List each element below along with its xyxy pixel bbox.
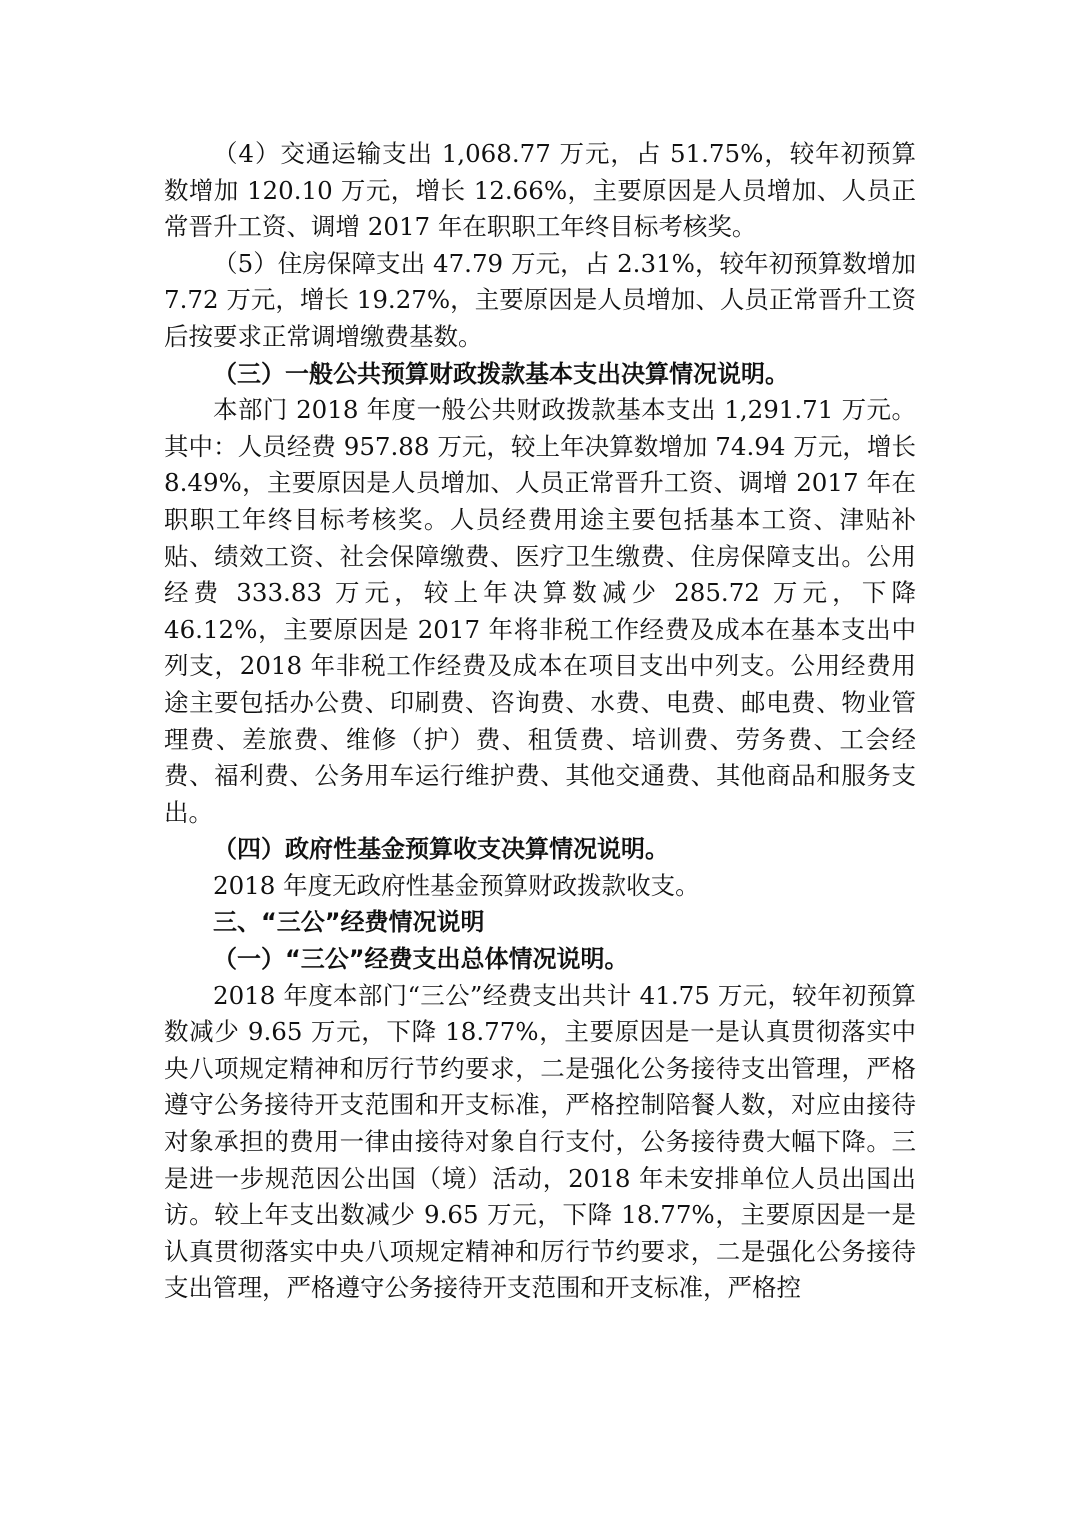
paragraph-transport-expenditure: （4）交通运输支出 1,068.77 万元，占 51.75%，较年初预算数增加 120.10 万元，增长 12.66%，主要原因是人员增加、人员正常晋升工资、调增 2017 年在职职工年终目标考核奖。 xyxy=(164,139,916,242)
heading-three-public-overall: （一）“三公”经费支出总体情况说明。 xyxy=(213,945,629,974)
heading-government-fund: （四）政府性基金预算收支决算情况说明。 xyxy=(213,835,669,864)
paragraph-housing-expenditure: （5）住房保障支出 47.79 万元，占 2.31%，较年初预算数增加 7.72 万元，增长 19.27%，主要原因是人员增加、人员正常晋升工资后按要求正常调增缴费基数。 xyxy=(164,248,916,351)
paragraph-government-fund: 2018 年度无政府性基金预算财政拨款收支。 xyxy=(213,870,700,900)
paragraph-three-public-overall: 2018 年度本部门“三公”经费支出共计 41.75 万元，较年初预算数减少 9.65 万元，下降 18.77%，主要原因是一是认真贯彻落实中央八项规定精神和厉行节约要求，二是强化公务接待支出管理，严格遵守公务接待开支范围和开支标准，严格控制陪餐人数，对应由接待对象承担的费用一律由接待对象自行支付，公务接待费大幅下降。三是进一步规范因公出国（境）活动，2018 年未安排单位人员出国出访。较上年支出数减少 9.65 万元，下降 18.77%，主要原因是一是认真贯彻落实中央八项规定精神和厉行节约要求，二是强化公务接待支出管理，严格遵守公务接待开支范围和开支标准，严格控 xyxy=(164,980,916,1303)
paragraph-basic-expenditure: 本部门 2018 年度一般公共财政拨款基本支出 1,291.71 万元。其中：人员经费 957.88 万元，较上年决算数增加 74.94 万元，增长 8.49%，主要原因是人员增加、人员正常晋升工资、调增 2017 年在职职工年终目标考核奖。人员经费用途主要包括基本工资、津贴补贴、绩效工资、社会保障缴费、医疗卫生缴费、住房保障支出。公用经费 333.83 万元，较上年决算数减少 285.72 万元，下降 46.12%，主要原因是 2017 年将非税工作经费及成本在基本支出中列支，2018 年非税工作经费及成本在项目支出中列支。公用经费用途主要包括办公费、印刷费、咨询费、水费、电费、邮电费、物业管理费、差旅费、维修（护）费、租赁费、培训费、劳务费、工会经费、福利费、公务用车运行维护费、其他交通费、其他商品和服务支出。 xyxy=(164,395,916,827)
heading-basic-expenditure: （三）一般公共预算财政拨款基本支出决算情况说明。 xyxy=(213,359,789,388)
document-page xyxy=(164,136,916,1307)
heading-section-three: 三、“三公”经费情况说明 xyxy=(213,908,485,937)
